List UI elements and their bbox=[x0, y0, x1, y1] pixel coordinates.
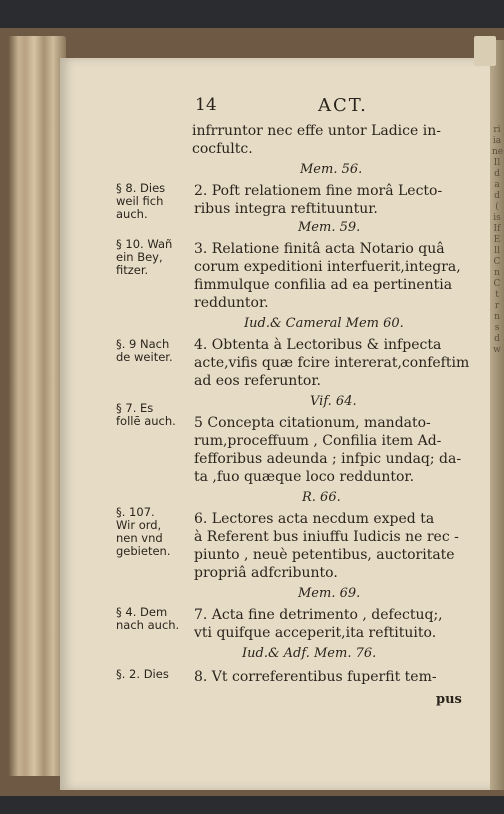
margin-note-line: nen vnd bbox=[116, 531, 163, 545]
reference-line: Mem. 56. bbox=[300, 162, 363, 177]
margin-note-line: §. 107. bbox=[116, 505, 155, 519]
margin-note bbox=[116, 606, 179, 632]
text-line: infrruntor nec effe untor Ladice in- bbox=[192, 123, 441, 139]
margin-note-line: gebieten. bbox=[116, 544, 171, 558]
margin-note bbox=[116, 238, 172, 277]
facing-page-text: ri ia ne Il d a d ( is If E ll C n C t r n s d w bbox=[492, 125, 504, 355]
margin-note-line: nach auch. bbox=[116, 618, 180, 632]
text-line: 4. Obtenta à Lectoribus & infpecta bbox=[194, 337, 442, 353]
text-line: ribus integra reftituuntur. bbox=[194, 201, 378, 217]
text-line: 2. Poft relationem fine morâ Lecto- bbox=[194, 183, 443, 199]
text-line: fimmulque confilia ad ea pertinentia bbox=[194, 277, 453, 293]
margin-note-line: §. 2. Dies bbox=[116, 667, 169, 681]
reference-line: Mem. 59. bbox=[298, 220, 361, 235]
page-number: 14 bbox=[195, 95, 217, 115]
text-line: redduntor. bbox=[194, 295, 269, 311]
margin-note-line: follē auch. bbox=[116, 414, 176, 428]
reference-line: R. 66. bbox=[302, 490, 341, 505]
book-spine bbox=[8, 36, 66, 776]
text-line: 8. Vt correferentibus fuperfit tem- bbox=[194, 669, 437, 685]
margin-note-line: de weiter. bbox=[116, 350, 173, 364]
margin-note-line: § 7. Es bbox=[116, 401, 154, 415]
margin-note-line: auch. bbox=[116, 207, 148, 221]
margin-note-line: ein Bey, bbox=[116, 250, 163, 264]
text-line: 3. Relatione finitâ acta Notario quâ bbox=[194, 241, 445, 257]
text-line: 7. Acta fine detrimento , defectuq;, bbox=[194, 607, 443, 623]
text-line: corum expeditioni interfuerit,integra, bbox=[194, 259, 461, 275]
margin-note bbox=[116, 338, 173, 364]
text-line: ta ,fuo quæque loco redduntor. bbox=[194, 469, 415, 485]
thumb-clip bbox=[474, 36, 496, 66]
text-line: rum,proceffuum , Confilia item Ad- bbox=[194, 433, 442, 449]
text-line: 6. Lectores acta necdum exped ta bbox=[194, 511, 435, 527]
margin-note-line: §. 9 Nach bbox=[116, 337, 170, 351]
margin-note-line: § 10. Wañ bbox=[116, 237, 173, 251]
text-line: fefforibus adeunda ; infpic undaq; da- bbox=[194, 451, 462, 467]
margin-note-line: weil fich bbox=[116, 194, 164, 208]
text-line: acte,vifis quæ fcire intererat,confeftim bbox=[194, 355, 470, 371]
reference-line: Iud.& Cameral Mem 60. bbox=[244, 316, 404, 331]
margin-note bbox=[116, 182, 165, 221]
margin-note bbox=[116, 402, 176, 428]
margin-note-line: § 8. Dies bbox=[116, 181, 166, 195]
margin-note bbox=[116, 668, 169, 681]
text-line: cocfultc. bbox=[192, 141, 253, 157]
text-line: à Referent bus iniuffu Iudicis ne rec - bbox=[194, 529, 459, 545]
margin-note-line: Wir ord, bbox=[116, 518, 162, 532]
running-title: ACT. bbox=[318, 95, 368, 116]
catchword: pus bbox=[436, 692, 462, 707]
reference-line: Mem. 69. bbox=[298, 586, 361, 601]
reference-line: Vif. 64. bbox=[310, 394, 357, 409]
margin-note-line: § 4. Dem bbox=[116, 605, 168, 619]
margin-note bbox=[116, 506, 170, 558]
text-line: piunto , neuè petentibus, auctoritate bbox=[194, 547, 455, 563]
margin-note-line: fitzer. bbox=[116, 263, 149, 277]
text-line: 5 Concepta citationum, mandato- bbox=[194, 415, 431, 431]
reference-line: Iud.& Adf. Mem. 76. bbox=[242, 646, 377, 661]
text-line: propriâ adfcribunto. bbox=[194, 565, 338, 581]
text-line: vti quifque acceperit,ita reftituito. bbox=[194, 625, 437, 641]
text-line: ad eos referuntor. bbox=[194, 373, 321, 389]
